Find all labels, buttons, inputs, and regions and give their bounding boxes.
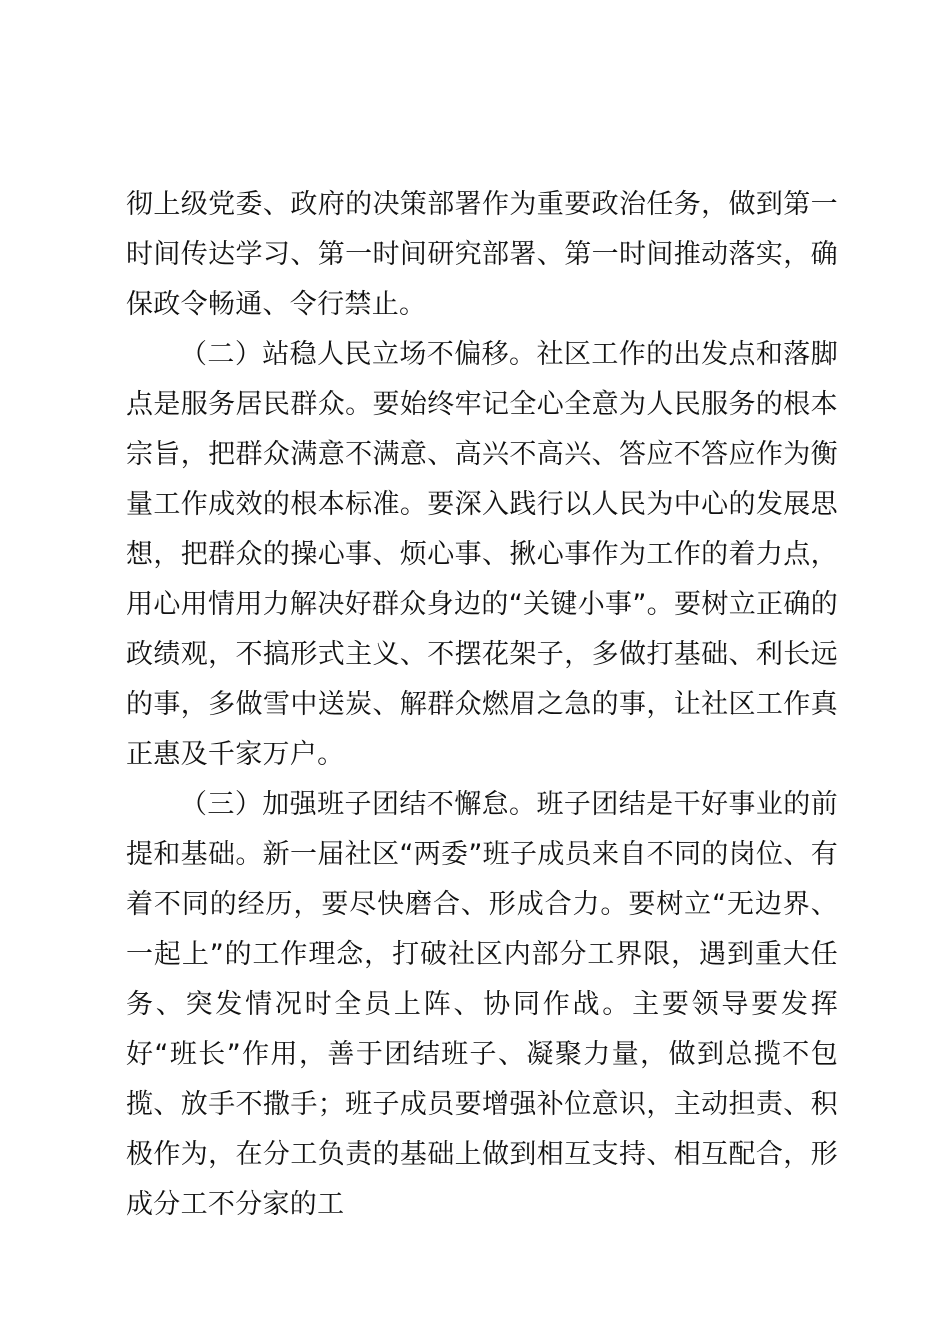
paragraph-section-two: （二）站稳人民立场不偏移。社区工作的出发点和落脚点是服务居民群众。要始终牢记全心全意为人民服务的根本宗旨，把群众满意不满意、高兴不高兴、答应不答应作为衡量工作成效的根本标准。要深入践行以人民为中心的发展思想，把群众的操心事、烦心事、揪心事作为工作的着力点，用心用情用力解决好群众身边的“关键小事”。要树立正确的政绩观，不搞形式主义、不摆花架子，多做打基础、利长远的事，多做雪中送炭、解群众燃眉之急的事，让社区工作真正惠及千家万户。 [126, 339, 838, 770]
paragraph-section-three: （三）加强班子团结不懈怠。班子团结是干好事业的前提和基础。新一届社区“两委”班子成员来自不同的岗位、有着不同的经历，要尽快磨合、形成合力。要树立“无边界、一起上”的工作理念，打破社区内部分工界限，遇到重大任务、突发情况时全员上阵、协同作战。主要领导要发挥好“班长”作用，善于团结班子、凝聚力量，做到总揽不包揽、放手不撒手；班子成员要增强补位意识，主动担责、积极作为，在分工负责的基础上做到相互支持、相互配合，形成分工不分家的工 [126, 789, 838, 1220]
paragraph-continuation: 彻上级党委、政府的决策部署作为重要政治任务，做到第一时间传达学习、第一时间研究部署、第一时间推动落实，确保政令畅通、令行禁止。 [126, 189, 838, 320]
document-body [126, 180, 838, 1230]
